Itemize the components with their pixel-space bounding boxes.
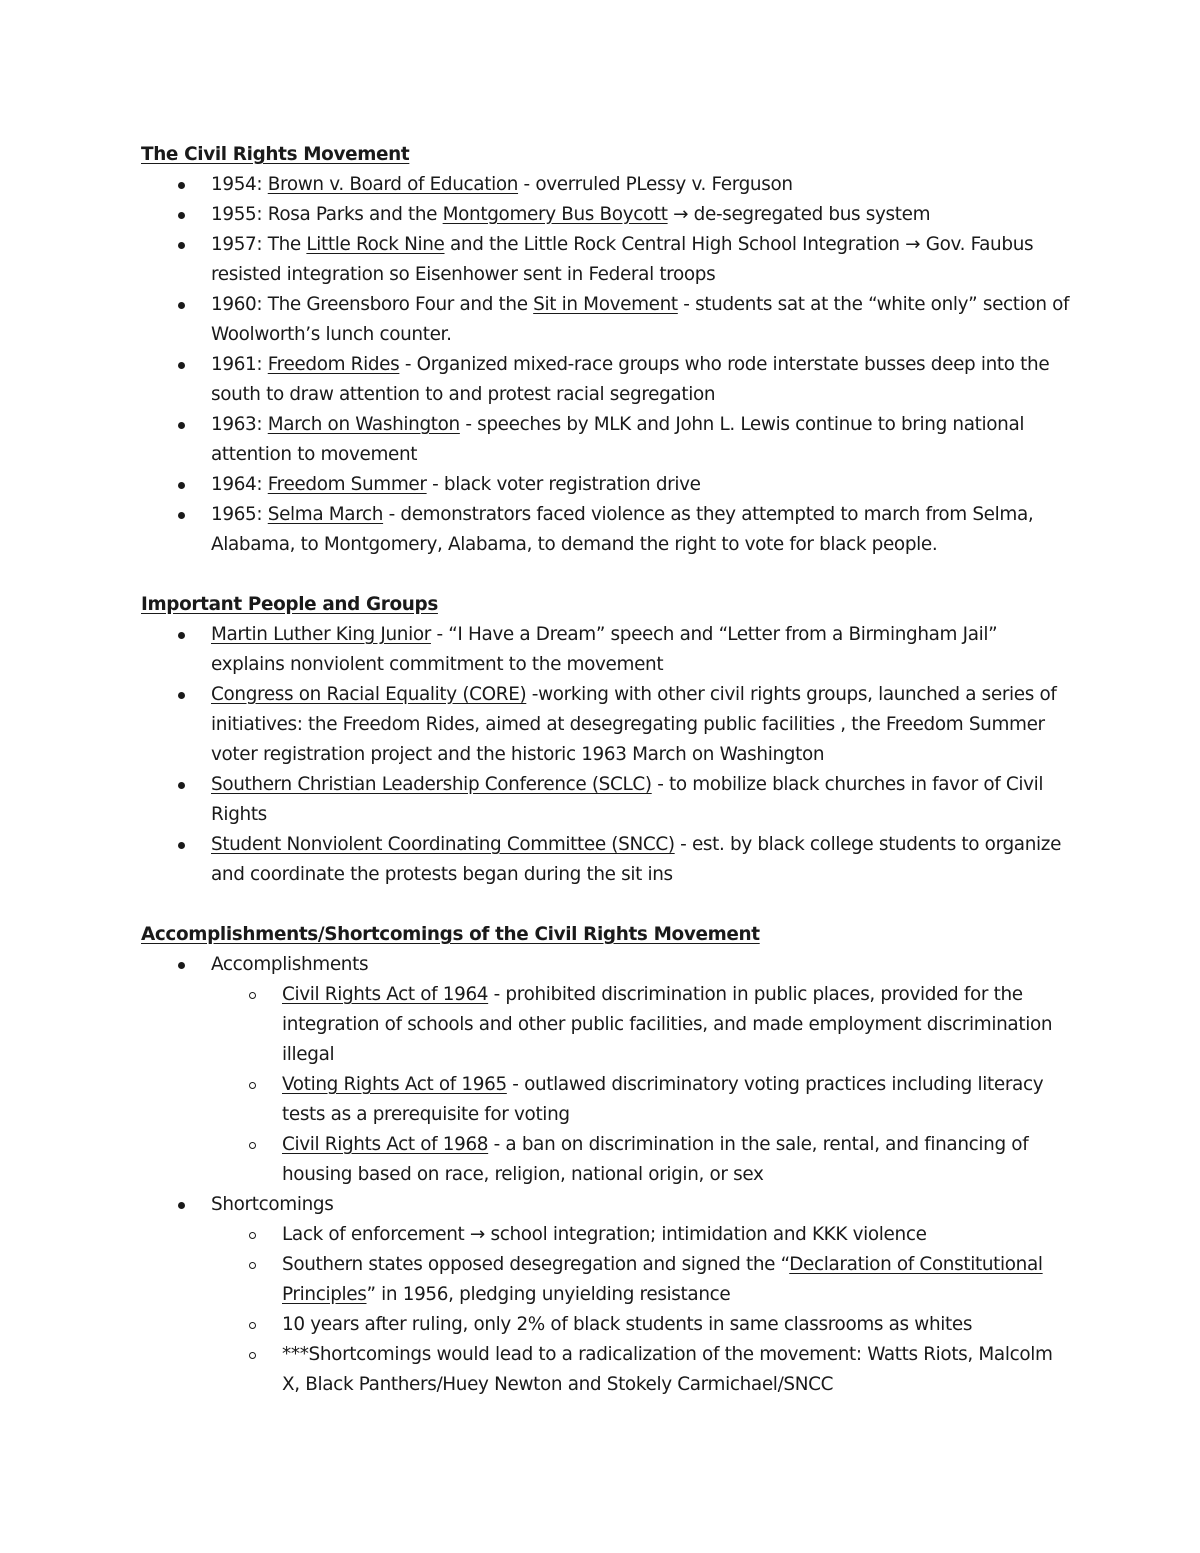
section-important-people [141,590,1071,890]
accomplishments-sublist [141,980,1071,1190]
underlined-term: Martin Luther King Junior [211,624,431,645]
underlined-term: Declaration of Constitutional Principles [282,1254,1043,1305]
underlined-term: Selma March [267,504,384,525]
list-item-shortcomings: Shortcomings Lack of enforcement → school integration; intimidation and KKK violence Southern states opposed desegregation and signed the “Declaration of Constitutional Principles” in 1956, pledging unyielding resistance 10 years after ruling, only 2% of black students in same classrooms as whites ***Shortcomings would lead to a radicalization of the movement: Watts Riots, Malcolm X, Black Panthers/Huey Newton and Stokely Carmichael/SNCC [141,1190,1071,1400]
document-content [141,140,1071,1400]
underlined-term: Southern Christian Leadership Conference (SCLC) [211,774,652,795]
underlined-term: Student Nonviolent Coordinating Committee (SNCC) [211,834,675,855]
section-civil-rights-movement [141,140,1071,560]
list-item: Martin Luther King Junior - “I Have a Dream” speech and “Letter from a Birmingham Jail” explains nonviolent commitment to the movement [141,620,1071,680]
section-heading: The Civil Rights Movement [141,144,410,165]
list-item: 1955: Rosa Parks and the Montgomery Bus Boycott → de-segregated bus system [141,200,1071,230]
list-item: 1964: Freedom Summer - black voter registration drive [141,470,1071,500]
sublist-item: Civil Rights Act of 1968 - a ban on discrimination in the sale, rental, and financing of housing based on race, religion, national origin, or sex [211,1130,1071,1190]
sublist-item: ***Shortcomings would lead to a radicalization of the movement: Watts Riots, Malcolm X, Black Panthers/Huey Newton and Stokely Carmichael/SNCC [211,1340,1071,1400]
list-item-accomplishments: Accomplishments Civil Rights Act of 1964 - prohibited discrimination in public places, provided for the integration of schools and other public facilities, and made employment discrimination illegal Voting Rights Act of 1965 - outlawed discriminatory voting practices including literacy tests as a prerequisite for voting Civil Rights Act of 1968 - a ban on discrimination in the sale, rental, and financing of housing based on race, religion, national origin, or sex [141,950,1071,1190]
list-item: Southern Christian Leadership Conference (SCLC) - to mobilize black churches in favor of Civil Rights [141,770,1071,830]
section-heading: Important People and Groups [141,594,438,615]
timeline-list [141,170,1071,560]
underlined-term: Little Rock Nine [306,234,445,255]
list-item: 1960: The Greensboro Four and the Sit in Movement - students sat at the “white only” section of Woolworth’s lunch counter. [141,290,1071,350]
section-heading: Accomplishments/Shortcomings of the Civil Rights Movement [141,924,760,945]
sublist-item: Civil Rights Act of 1964 - prohibited discrimination in public places, provided for the integration of schools and other public facilities, and made employment discrimination illegal [211,980,1071,1070]
sublist-item: Lack of enforcement → school integration; intimidation and KKK violence [211,1220,1071,1250]
sublist-item: 10 years after ruling, only 2% of black students in same classrooms as whites [211,1310,1071,1340]
outcome-groups-list [141,950,1071,1400]
list-item: 1957: The Little Rock Nine and the Little Rock Central High School Integration → Gov. Faubus resisted integration so Eisenhower sent in Federal troops [141,230,1071,290]
sublist-item: Voting Rights Act of 1965 - outlawed discriminatory voting practices including literacy tests as a prerequisite for voting [211,1070,1071,1130]
underlined-term: Freedom Summer [267,474,427,495]
list-item: 1954: Brown v. Board of Education - overruled PLessy v. Ferguson [141,170,1071,200]
underlined-term: Civil Rights Act of 1964 [282,984,489,1005]
underlined-term: Sit in Movement [533,294,678,315]
people-list [141,620,1071,890]
underlined-term: Brown v. Board of Education [267,174,519,195]
list-item: 1961: Freedom Rides - Organized mixed-race groups who rode interstate busses deep into the south to draw attention to and protest racial segregation [141,350,1071,410]
underlined-term: March on Washington [267,414,460,435]
underlined-term: Freedom Rides [267,354,400,375]
list-item: Student Nonviolent Coordinating Committee (SNCC) - est. by black college students to organize and coordinate the protests began during the sit ins [141,830,1071,890]
shortcomings-sublist [141,1220,1071,1400]
section-accomplishments-shortcomings [141,920,1071,1400]
underlined-term: Civil Rights Act of 1968 [282,1134,489,1155]
sublist-item: Southern states opposed desegregation and signed the “Declaration of Constitutional Principles” in 1956, pledging unyielding resistance [211,1250,1071,1310]
underlined-term: Congress on Racial Equality (CORE) [211,684,527,705]
underlined-term: Montgomery Bus Boycott [442,204,668,225]
list-item: 1963: March on Washington - speeches by MLK and John L. Lewis continue to bring national attention to movement [141,410,1071,470]
underlined-term: Voting Rights Act of 1965 [282,1074,507,1095]
list-item: 1965: Selma March - demonstrators faced violence as they attempted to march from Selma, Alabama, to Montgomery, Alabama, to demand the right to vote for black people. [141,500,1071,560]
list-item: Congress on Racial Equality (CORE) -working with other civil rights groups, launched a series of initiatives: the Freedom Rides, aimed at desegregating public facilities , the Freedom Summer voter registration project and the historic 1963 March on Washington [141,680,1071,770]
